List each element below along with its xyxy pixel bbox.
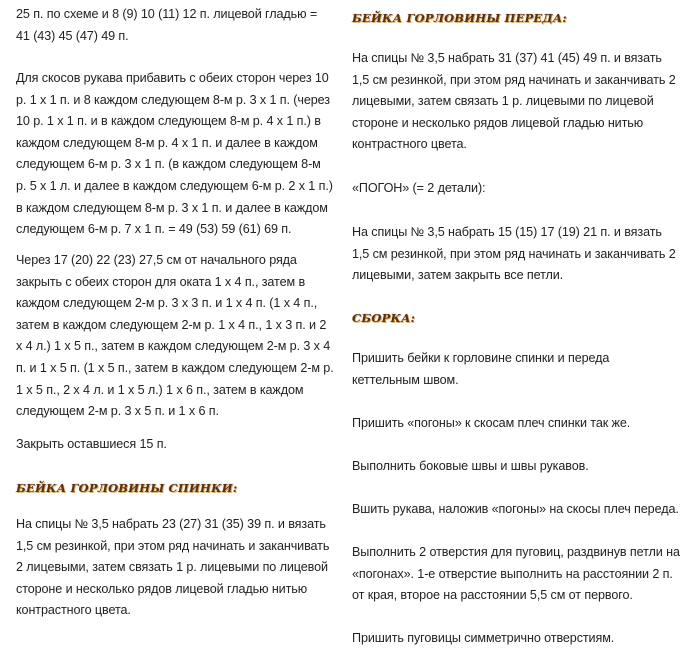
front-neckband-heading: БЕЙКА ГОРЛОВИНЫ ПЕРЕДА: xyxy=(352,11,567,25)
assembly-step-buttons: Пришить пуговицы симметрично отверстиям. xyxy=(352,631,615,645)
pogon-paragraph: На спицы № 3,5 набрать 15 (15) 17 (19) 21 п. и вязать 1,5 см резинкой, при этом ряд начинать и заканчивать 2 лицевыми, затем закрыть все петли. xyxy=(352,225,676,283)
stitch-count-paragraph: 25 п. по схеме и 8 (9) 10 (11) 12 п. лицевой гладью = 41 (43) 45 (47) 49 п. xyxy=(16,7,318,43)
sleeve-increase-paragraph: Для скосов рукава прибавить с обеих сторон через 10 р. 1 х 1 п. и 8 каждом следующем 8-м р. 3 х 1 п. (через 10 р. 1 х 1 п. и в каждом следующем 8-м р. 4 х 1 п.) в каждом следующем 8-м р. 4 х 1 п. и далее в каждом следующем 6-м р. 3 х 1 п. (в каждом следующем 8-м р. 5 х 1 л. и далее в каждом следующем 6-м р. 2 х 1 п.) в каждом следующем 8-м р. 3 х 1 п. и далее в каждом следующем 6-м р. 7 х 1 п. = 49 (53) 59 (61) 69 п. xyxy=(16,71,333,237)
back-neckband-heading: БЕЙКА ГОРЛОВИНЫ СПИНКИ: xyxy=(16,481,238,495)
assembly-step-buttonholes: Выполнить 2 отверстия для пуговиц, раздвинув петли на «погонах». 1-е отверстие выполнить на расстоянии 2 п. от края, второе на расстоянии 5,5 см от первого. xyxy=(352,545,680,603)
bind-off-paragraph: Закрыть оставшиеся 15 п. xyxy=(16,437,167,451)
pogon-title-paragraph: «ПОГОН» (= 2 детали): xyxy=(352,181,486,195)
assembly-step-pogons: Пришить «погоны» к скосам плеч спинки так же. xyxy=(352,416,631,430)
back-neckband-paragraph: На спицы № 3,5 набрать 23 (27) 31 (35) 39 п. и вязать 1,5 см резинкой, при этом ряд начинать и заканчивать 2 лицевыми, затем связать 1 р. лицевыми по лицевой стороне и несколько рядов лицевой гладью нитью контрастного цвета. xyxy=(16,517,330,618)
assembly-heading: СБОРКА: xyxy=(352,311,416,325)
assembly-step-seams: Выполнить боковые швы и швы рукавов. xyxy=(352,459,589,473)
sleeve-cap-paragraph: Через 17 (20) 22 (23) 27,5 см от начального ряда закрыть с обеих сторон для оката 1 х 4 п., затем в каждом следующем 2-м р. 3 х 3 п. и 1 х 4 п. (1 х 4 п., затем в каждом следующем 2-м р. 1 х 4 п., 1 х 3 п. и 2 х 4 л.) 1 х 5 п., затем в каждом следующем 2-м р. 3 х 4 п. и 1 х 5 п. (1 х 5 п., затем в каждом следующем 2-м р. 1 х 5 п., 2 х 4 л. и 1 х 5 л.) 1 х 6 п., затем в каждом следующем 2-м р. 3 х 5 п. и 1 х 6 п. xyxy=(16,253,334,419)
assembly-step-sleeves: Вшить рукава, наложив «погоны» на скосы плеч переда. xyxy=(352,502,679,516)
front-neckband-paragraph: На спицы № 3,5 набрать 31 (37) 41 (45) 49 п. и вязать 1,5 см резинкой, при этом ряд начинать и заканчивать 2 лицевыми, затем связать 1 р. лицевыми по лицевой стороне и несколько рядов лицевой гладью нитью контрастного цвета. xyxy=(352,51,676,152)
assembly-step-neckbands: Пришить бейки к горловине спинки и переда кеттельным швом. xyxy=(352,351,610,387)
